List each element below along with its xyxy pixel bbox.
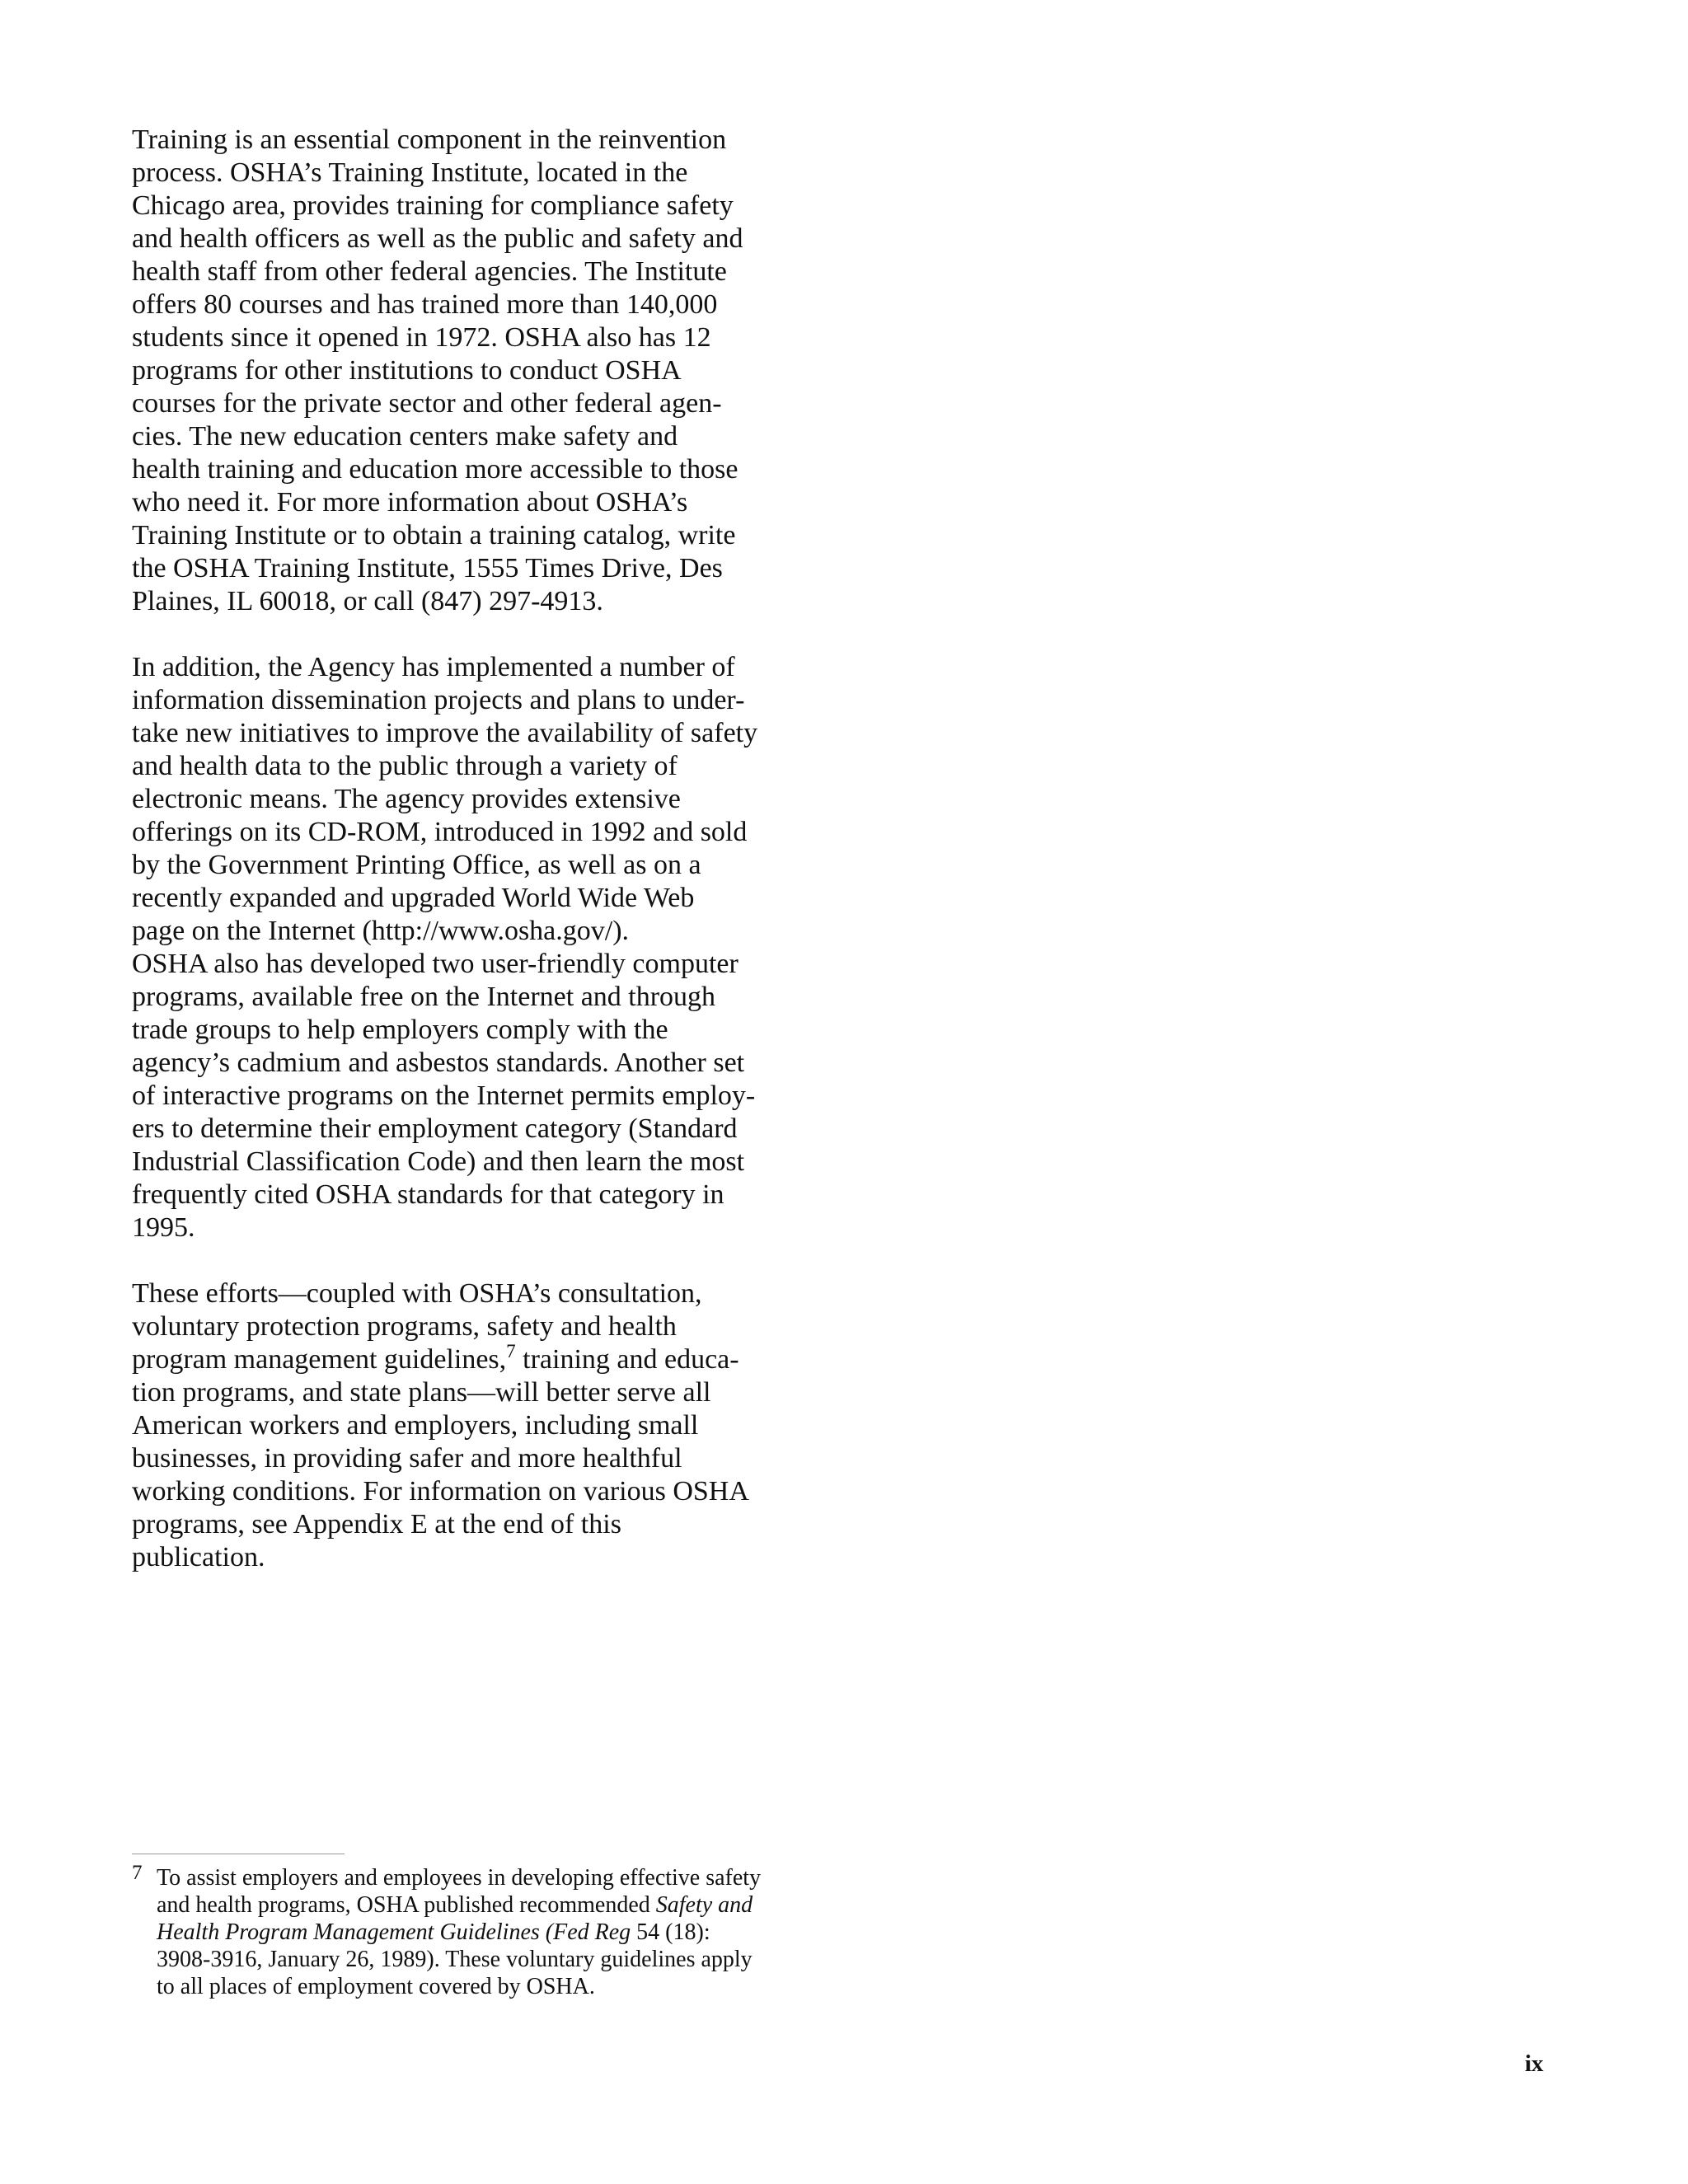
footnote-line	[157, 1919, 824, 1946]
text-line: of interactive programs on the Internet permits employ-	[132, 1080, 756, 1111]
footnote-line	[157, 1891, 824, 1919]
text-line: 1995.	[132, 1212, 195, 1243]
footnote-line: 3908-3916, January 26, 1989). These voluntary guidelines apply	[157, 1947, 753, 1972]
text-line: frequently cited OSHA standards for that category in	[132, 1179, 724, 1210]
body-text	[132, 124, 816, 1607]
text-line	[132, 1343, 816, 1376]
text-line: Training is an essential component in the reinvention	[132, 124, 727, 155]
footnote	[132, 1864, 824, 2000]
text-line: publication.	[132, 1542, 265, 1572]
text-line: take new initiatives to improve the availability of safety	[132, 718, 758, 748]
text-line: recently expanded and upgraded World Wide Web	[132, 883, 695, 913]
publication-title: Safety and	[655, 1892, 753, 1918]
text-line: Training Institute or to obtain a training catalog, write	[132, 520, 736, 551]
text-line: electronic means. The agency provides extensive	[132, 784, 681, 814]
text-line: cies. The new education centers make safety and	[132, 421, 678, 452]
footnote-line: to all places of employment covered by OSHA.	[157, 1974, 595, 1999]
text-line: by the Government Printing Office, as well as on a	[132, 850, 701, 880]
text-fragment: program management guidelines,	[132, 1344, 507, 1375]
footnote-marker: 7	[132, 1862, 143, 1884]
text-line: agency’s cadmium and asbestos standards. Another set	[132, 1047, 745, 1078]
text-line: Industrial Classification Code) and then learn the most	[132, 1146, 745, 1177]
text-fragment: and health programs, OSHA published recommended	[157, 1892, 656, 1918]
text-line: ers to determine their employment category (Standard	[132, 1113, 738, 1144]
text-fragment: 54 (18):	[631, 1919, 710, 1945]
publication-title: Health Program Management Guidelines (Fed Reg	[157, 1919, 631, 1945]
paragraph-training-institute	[132, 124, 816, 618]
text-line: offers 80 courses and has trained more than 140,000	[132, 289, 718, 320]
text-line: and health officers as well as the public and safety and	[132, 223, 743, 254]
text-line: health training and education more accessible to those	[132, 454, 738, 485]
paragraph-efforts-summary	[132, 1277, 816, 1574]
text-line: working conditions. For information on various OSHA	[132, 1476, 749, 1507]
text-line: offerings on its CD-ROM, introduced in 1992 and sold	[132, 817, 748, 847]
text-line: and health data to the public through a variety of	[132, 751, 678, 781]
text-line: students since it opened in 1972. OSHA also has 12	[132, 322, 711, 353]
text-line: programs for other institutions to conduct OSHA	[132, 355, 682, 386]
text-line: information dissemination projects and plans to under-	[132, 685, 745, 715]
text-line: the OSHA Training Institute, 1555 Times Drive, Des	[132, 553, 723, 583]
text-line: page on the Internet (http://www.osha.gov/).	[132, 916, 630, 946]
text-line: programs, available free on the Internet and through	[132, 982, 716, 1012]
text-line: process. OSHA’s Training Institute, located in the	[132, 157, 688, 188]
text-line: Chicago area, provides training for compliance safety	[132, 190, 734, 221]
text-line: Plaines, IL 60018, or call (847) 297-4913.	[132, 586, 603, 616]
text-line: health staff from other federal agencies. The Institute	[132, 256, 727, 287]
text-line: voluntary protection programs, safety and health	[132, 1311, 677, 1342]
text-line: businesses, in providing safer and more healthful	[132, 1443, 682, 1474]
text-line: OSHA also has developed two user-friendly computer	[132, 949, 738, 979]
footnote-reference: 7	[506, 1341, 516, 1361]
footnote-text	[157, 1864, 824, 2000]
text-line: programs, see Appendix E at the end of this	[132, 1509, 621, 1540]
paragraph-information-dissemination	[132, 651, 816, 1244]
text-line: tion programs, and state plans—will better serve all	[132, 1377, 711, 1408]
text-line: In addition, the Agency has implemented a number of	[132, 652, 735, 682]
footnote-line: To assist employers and employees in developing effective safety	[157, 1865, 762, 1891]
text-line: American workers and employers, including small	[132, 1410, 699, 1441]
text-fragment: training and educa-	[515, 1344, 739, 1375]
text-line: trade groups to help employers comply with the	[132, 1015, 668, 1045]
text-line: courses for the private sector and other federal agen-	[132, 388, 722, 419]
page-number: ix	[1525, 2050, 1544, 2077]
text-line: who need it. For more information about OSHA’s	[132, 487, 688, 518]
text-line: These efforts—coupled with OSHA’s consultation,	[132, 1278, 702, 1309]
